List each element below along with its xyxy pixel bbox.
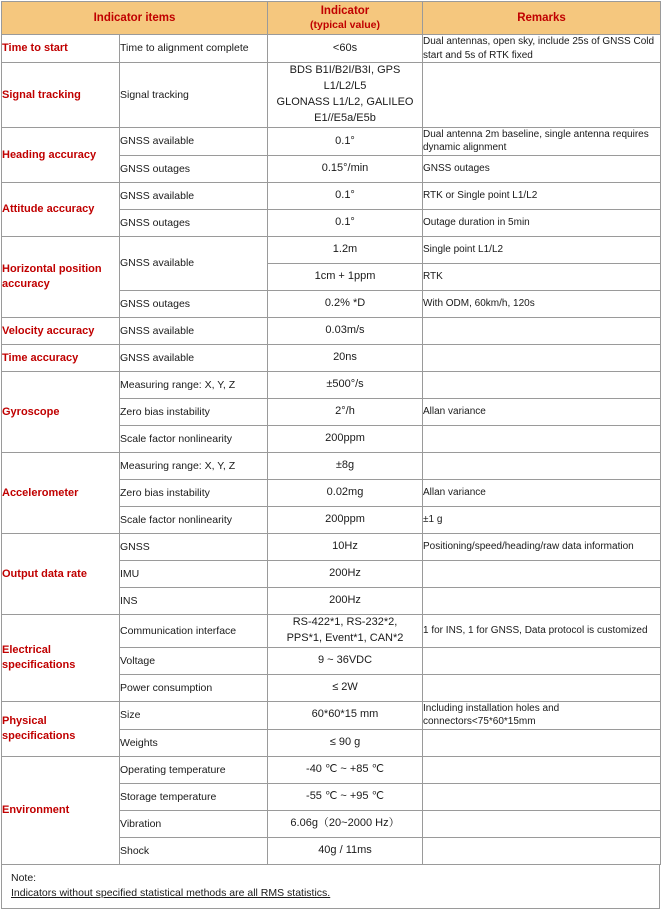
- indicator-value: ±500°/s: [268, 371, 423, 398]
- indicator-remark: Dual antennas, open sky, include 25s of GNSS Cold start and 5s of RTK fixed: [423, 35, 661, 63]
- indicator-sub-label: Scale factor nonlinearity: [120, 425, 268, 452]
- indicator-remark: [423, 425, 661, 452]
- indicator-remark: [423, 756, 661, 783]
- indicator-remark: RTK: [423, 263, 661, 290]
- table-row: [2, 35, 661, 63]
- indicator-remark: [423, 317, 661, 344]
- indicator-value: 1cm + 1ppm: [268, 263, 423, 290]
- indicator-remark: Allan variance: [423, 398, 661, 425]
- indicator-remark: Including installation holes and connectors<75*60*15mm: [423, 701, 661, 729]
- indicator-remark: Positioning/speed/heading/raw data information: [423, 533, 661, 560]
- indicator-sub-label: GNSS available: [120, 236, 268, 290]
- indicator-item-label: Horizontal position accuracy: [2, 236, 120, 317]
- specification-table: [1, 1, 661, 865]
- table-header-row: [2, 2, 661, 35]
- indicator-remark: [423, 674, 661, 701]
- indicator-value: ±8g: [268, 452, 423, 479]
- table-row: [2, 182, 661, 209]
- table-row: [2, 236, 661, 263]
- indicator-remark: [423, 63, 661, 128]
- table-row: [2, 452, 661, 479]
- header-remarks: Remarks: [423, 2, 661, 35]
- indicator-sub-label: Operating temperature: [120, 756, 268, 783]
- indicator-sub-label: Measuring range: X, Y, Z: [120, 371, 268, 398]
- indicator-value: 200ppm: [268, 506, 423, 533]
- indicator-sub-label: GNSS outages: [120, 209, 268, 236]
- spec-sheet: [0, 1, 661, 900]
- indicator-sub-label: Vibration: [120, 810, 268, 837]
- indicator-remark: [423, 810, 661, 837]
- indicator-value: <60s: [268, 35, 423, 63]
- indicator-sub-label: GNSS: [120, 533, 268, 560]
- table-row: [2, 63, 661, 128]
- indicator-sub-label: IMU: [120, 560, 268, 587]
- indicator-value: 0.1°: [268, 182, 423, 209]
- note-block: [1, 865, 660, 909]
- indicator-sub-label: Shock: [120, 837, 268, 864]
- indicator-sub-label: GNSS available: [120, 182, 268, 209]
- indicator-value: 0.2% *D: [268, 290, 423, 317]
- indicator-remark: [423, 729, 661, 756]
- indicator-sub-label: Communication interface: [120, 614, 268, 647]
- indicator-value: -55 ℃ ~ +95 ℃: [268, 783, 423, 810]
- indicator-item-label: Signal tracking: [2, 63, 120, 128]
- indicator-value: 40g / 11ms: [268, 837, 423, 864]
- indicator-remark: With ODM, 60km/h, 120s: [423, 290, 661, 317]
- indicator-sub-label: GNSS outages: [120, 155, 268, 182]
- header-indicator-main: Indicator: [320, 5, 370, 18]
- indicator-value: 200ppm: [268, 425, 423, 452]
- indicator-remark: [423, 452, 661, 479]
- indicator-item-label: Time to start: [2, 35, 120, 63]
- indicator-value: 0.02mg: [268, 479, 423, 506]
- indicator-sub-label: Storage temperature: [120, 783, 268, 810]
- indicator-remark: Dual antenna 2m baseline, single antenna requires dynamic alignment: [423, 127, 661, 155]
- table-row: [2, 317, 661, 344]
- indicator-remark: [423, 371, 661, 398]
- indicator-item-label: Heading accuracy: [2, 127, 120, 182]
- indicator-sub-label: INS: [120, 587, 268, 614]
- table-row: [2, 533, 661, 560]
- indicator-sub-label: GNSS available: [120, 317, 268, 344]
- indicator-value: ≤ 2W: [268, 674, 423, 701]
- indicator-item-label: Velocity accuracy: [2, 317, 120, 344]
- indicator-sub-label: GNSS available: [120, 127, 268, 155]
- indicator-item-label: Physical specifications: [2, 701, 120, 756]
- indicator-sub-label: Time to alignment complete: [120, 35, 268, 63]
- note-text: Indicators without specified statistical methods are all RMS statistics.: [11, 887, 331, 900]
- indicator-sub-label: Power consumption: [120, 674, 268, 701]
- indicator-sub-label: Scale factor nonlinearity: [120, 506, 268, 533]
- indicator-value: 200Hz: [268, 587, 423, 614]
- table-row: [2, 127, 661, 155]
- note-title: Note:: [11, 871, 37, 884]
- indicator-value: BDS B1I/B2I/B3I, GPS L1/L2/L5 GLONASS L1/L2, GALILEO E1//E5a/E5b: [268, 63, 423, 128]
- indicator-remark: Single point L1/L2: [423, 236, 661, 263]
- indicator-sub-label: Voltage: [120, 647, 268, 674]
- table-row: [2, 756, 661, 783]
- indicator-remark: [423, 647, 661, 674]
- indicator-sub-label: GNSS outages: [120, 290, 268, 317]
- indicator-value: 2°/h: [268, 398, 423, 425]
- table-row: [2, 701, 661, 729]
- table-body: [2, 35, 661, 865]
- header-indicator: [268, 2, 423, 35]
- indicator-sub-label: Weights: [120, 729, 268, 756]
- indicator-value: 200Hz: [268, 560, 423, 587]
- indicator-remark: [423, 344, 661, 371]
- indicator-sub-label: Zero bias instability: [120, 479, 268, 506]
- indicator-item-label: Attitude accuracy: [2, 182, 120, 236]
- table-row: [2, 614, 661, 647]
- indicator-value: 0.1°: [268, 127, 423, 155]
- header-indicator-items: Indicator items: [2, 2, 268, 35]
- indicator-remark: GNSS outages: [423, 155, 661, 182]
- indicator-remark: 1 for INS, 1 for GNSS, Data protocol is customized: [423, 614, 661, 647]
- indicator-remark: RTK or Single point L1/L2: [423, 182, 661, 209]
- indicator-value: 0.1°: [268, 209, 423, 236]
- indicator-value: 60*60*15 mm: [268, 701, 423, 729]
- indicator-item-label: Electrical specifications: [2, 614, 120, 701]
- indicator-sub-label: Measuring range: X, Y, Z: [120, 452, 268, 479]
- indicator-value: 1.2m: [268, 236, 423, 263]
- indicator-value: 0.15°/min: [268, 155, 423, 182]
- indicator-remark: [423, 837, 661, 864]
- indicator-sub-label: Zero bias instability: [120, 398, 268, 425]
- indicator-value: -40 ℃ ~ +85 ℃: [268, 756, 423, 783]
- indicator-item-label: Time accuracy: [2, 344, 120, 371]
- indicator-item-label: Gyroscope: [2, 371, 120, 452]
- indicator-item-label: Accelerometer: [2, 452, 120, 533]
- header-indicator-sub: (typical value): [309, 18, 381, 31]
- indicator-remark: Allan variance: [423, 479, 661, 506]
- table-row: [2, 371, 661, 398]
- indicator-value: 9 ~ 36VDC: [268, 647, 423, 674]
- indicator-item-label: Environment: [2, 756, 120, 864]
- indicator-sub-label: Size: [120, 701, 268, 729]
- indicator-remark: Outage duration in 5min: [423, 209, 661, 236]
- indicator-item-label: Output data rate: [2, 533, 120, 614]
- indicator-value: 0.03m/s: [268, 317, 423, 344]
- indicator-sub-label: GNSS available: [120, 344, 268, 371]
- indicator-remark: [423, 783, 661, 810]
- indicator-value: 10Hz: [268, 533, 423, 560]
- indicator-value: 6.06g（20~2000 Hz）: [268, 810, 423, 837]
- table-header: [2, 2, 661, 35]
- indicator-remark: [423, 587, 661, 614]
- indicator-value: 20ns: [268, 344, 423, 371]
- indicator-remark: ±1 g: [423, 506, 661, 533]
- table-row: [2, 344, 661, 371]
- indicator-value: ≤ 90 g: [268, 729, 423, 756]
- indicator-value: RS-422*1, RS-232*2, PPS*1, Event*1, CAN*2: [268, 614, 423, 647]
- indicator-sub-label: Signal tracking: [120, 63, 268, 128]
- indicator-remark: [423, 560, 661, 587]
